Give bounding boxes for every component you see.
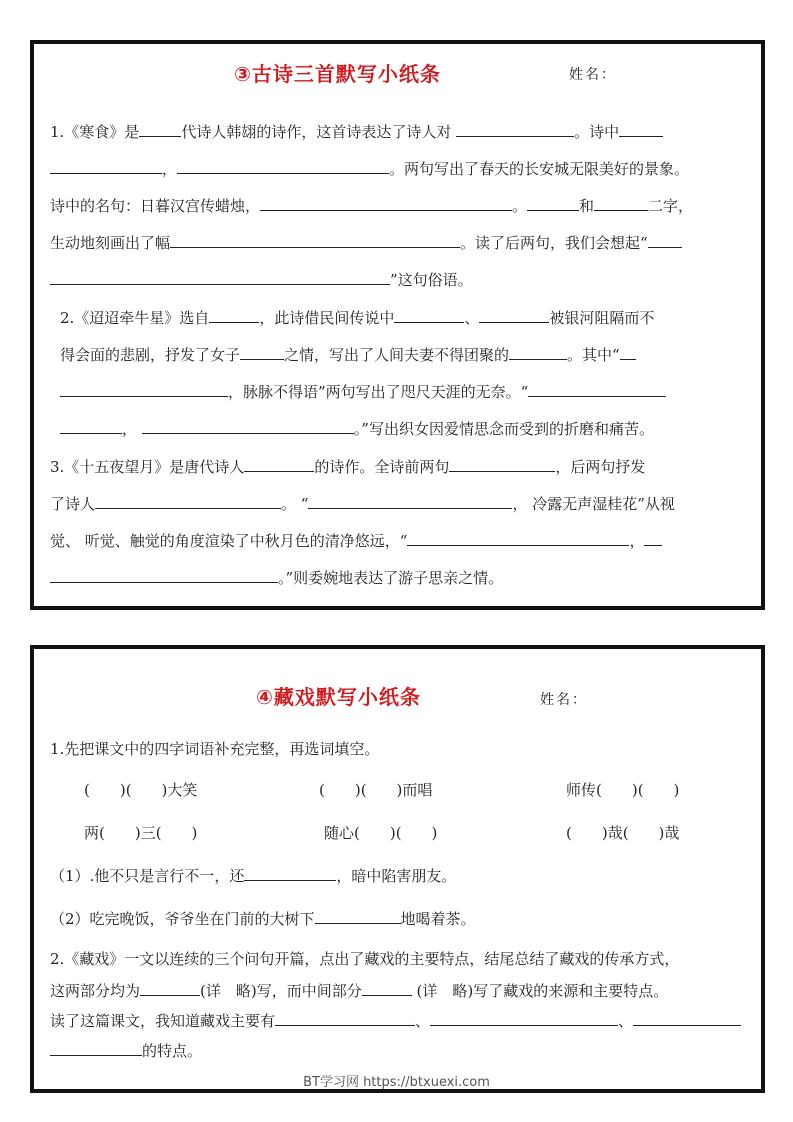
q2-line1: 2.《迢迢牵牛星》选自 ，此诗借民间传说中 、 被银河阻隔而不: [60, 306, 747, 328]
q2-line4: 的特点。: [50, 1039, 747, 1061]
card-title: ③古诗三首默写小纸条: [234, 62, 441, 86]
q1-line4: 生动地刻画出了幅 。读了后两句，我们会想起“: [50, 231, 747, 253]
blank[interactable]: [177, 157, 389, 174]
q2-line4: ， 。”写出织女因爱情思念而受到的折磨和痛苦。: [60, 417, 747, 439]
blank[interactable]: [275, 1009, 415, 1026]
q1-line5: ”这句俗语。: [50, 268, 747, 290]
idiom-blank[interactable]: ( )( )大笑: [84, 781, 198, 799]
q1-line1: 1.《寒食》是 代诗人韩翃的诗作，这首诗表达了诗人对 。诗中: [50, 120, 747, 142]
blank[interactable]: [620, 343, 636, 360]
blank[interactable]: [50, 157, 162, 174]
watermark-footer: BT学习网 https://btxuexi.com: [303, 1075, 490, 1090]
blank[interactable]: [394, 306, 464, 323]
q1-line2: ， 。两句写出了春天的长安城无限美好的景象。: [50, 157, 747, 179]
blank[interactable]: [644, 529, 662, 546]
blank[interactable]: [479, 306, 549, 323]
blank[interactable]: [528, 380, 666, 397]
blank[interactable]: [244, 455, 314, 472]
worksheet-card-tibetan-opera: [30, 645, 765, 1093]
blank[interactable]: [50, 1039, 142, 1056]
blank[interactable]: [633, 1009, 741, 1026]
blank[interactable]: [140, 979, 200, 996]
idiom-blank[interactable]: ( )哉( )哉: [566, 824, 680, 842]
blank[interactable]: [430, 1009, 618, 1026]
idiom-blank[interactable]: 随心( )( ): [324, 824, 438, 842]
blank[interactable]: [308, 492, 512, 509]
q1-prompt: 1.先把课文中的四字词语补充完整，再选词填空。: [50, 740, 380, 758]
q1-line3: 诗中的名句：日暮汉宫传蜡烛， 。 和 二字，: [50, 194, 747, 216]
sentence-2: （2）吃完晚饭，爷爷坐在门前的大树下 地喝着茶。: [50, 907, 747, 929]
blank[interactable]: [362, 979, 412, 996]
blank[interactable]: [50, 566, 278, 583]
worksheet-card-poems: [30, 40, 765, 610]
name-label: 姓名：: [540, 692, 588, 708]
q3-line4: 。”则委婉地表达了游子思亲之情。: [50, 566, 747, 588]
blank[interactable]: [594, 194, 648, 211]
q2-line1: 2.《藏戏》一文以连续的三个问句开篇，点出了藏戏的主要特点，结尾总结了藏戏的传承方式，: [50, 950, 680, 968]
blank[interactable]: [449, 455, 555, 472]
q3-line3: 觉、 听觉、触觉的角度渲染了中秋月色的清净悠远，“ ，: [50, 529, 747, 551]
blank[interactable]: [60, 380, 228, 397]
q3-line1: 3.《十五夜望月》是唐代诗人 的诗作。全诗前两句 ，后两句抒发: [50, 455, 747, 477]
blank[interactable]: [456, 120, 574, 137]
blank[interactable]: [139, 120, 181, 137]
blank[interactable]: [244, 864, 336, 881]
q3-line2: 了诗人 。 “ ， 冷露无声湿桂花”从视: [50, 492, 747, 514]
blank[interactable]: [170, 231, 460, 248]
idiom-blank[interactable]: ( )( )而唱: [319, 781, 433, 799]
blank[interactable]: [648, 231, 682, 248]
q2-line2: 这两部分均为 (详 略)写，而中间部分 (详 略)写了藏戏的来源和主要特点。: [50, 979, 747, 1001]
blank[interactable]: [60, 417, 122, 434]
name-label: 姓名：: [569, 67, 617, 83]
q2-line3: 读了这篇课文，我知道藏戏主要有 、 、: [50, 1009, 747, 1031]
blank[interactable]: [407, 529, 629, 546]
blank[interactable]: [527, 194, 579, 211]
blank[interactable]: [619, 120, 663, 137]
blank[interactable]: [260, 194, 512, 211]
blank[interactable]: [95, 492, 281, 509]
sentence-1: （1）.他不只是言行不一，还 ，暗中陷害朋友。: [50, 864, 747, 886]
idiom-blank[interactable]: 师传( )( ): [566, 781, 680, 799]
blank[interactable]: [509, 343, 567, 360]
q2-line2: 得会面的悲剧，抒发了女子 之情，写出了人间夫妻不得团聚的 。其中“: [60, 343, 747, 365]
card-title: ④藏戏默写小纸条: [256, 685, 421, 709]
q2-line3: ，脉脉不得语”两句写出了咫尺天涯的无奈。“: [60, 380, 747, 402]
blank[interactable]: [240, 343, 284, 360]
blank[interactable]: [142, 417, 354, 434]
idiom-blank[interactable]: 两( )三( ): [84, 824, 198, 842]
blank[interactable]: [50, 268, 390, 285]
blank[interactable]: [209, 306, 259, 323]
blank[interactable]: [315, 907, 401, 924]
